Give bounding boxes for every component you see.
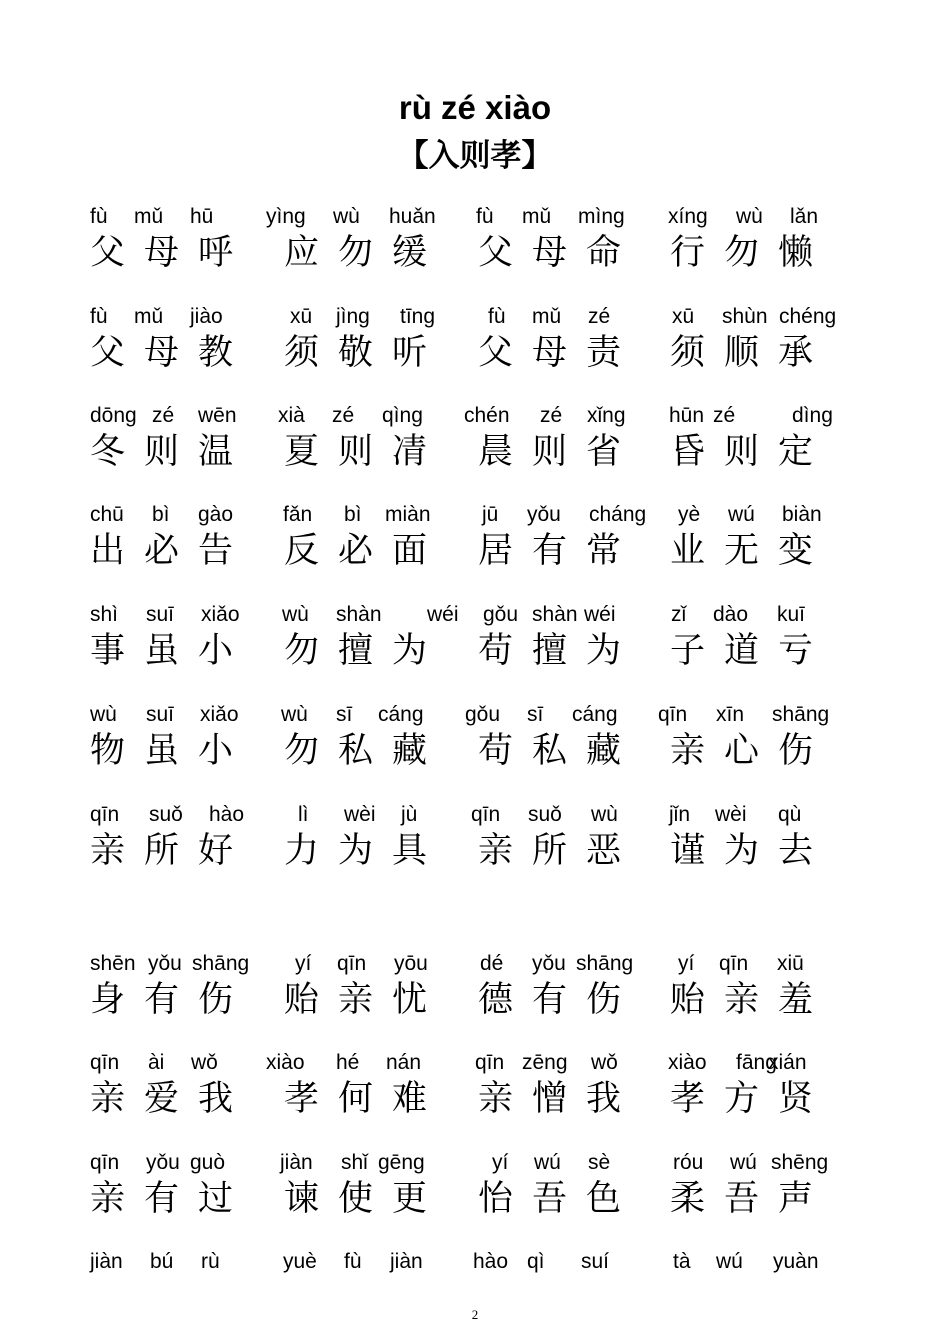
hanzi-character: 出 xyxy=(90,531,126,571)
pinyin-syllable: mǔ xyxy=(532,305,562,328)
pinyin-syllable: wèi xyxy=(715,803,747,826)
hanzi-character: 有 xyxy=(532,980,568,1020)
hanzi-character: 难 xyxy=(392,1079,428,1119)
pinyin-syllable: dìng xyxy=(792,404,833,427)
hanzi-character: 呼 xyxy=(198,233,234,273)
hanzi-character: 擅 xyxy=(532,631,568,671)
pinyin-syllable: shǐ xyxy=(341,1151,368,1174)
hanzi-character: 柔 xyxy=(670,1179,706,1219)
pinyin-syllable: zé xyxy=(152,404,175,427)
hanzi-character: 亲 xyxy=(90,831,126,871)
title-hanzi: 【入则孝】 xyxy=(397,138,553,174)
hanzi-character: 恶 xyxy=(586,831,622,871)
pinyin-syllable: wú xyxy=(730,1151,757,1174)
hanzi-character: 为 xyxy=(724,831,760,871)
pinyin-syllable: xiǎo xyxy=(201,603,240,626)
hanzi-character: 藏 xyxy=(392,731,428,771)
hanzi-character: 父 xyxy=(90,333,126,373)
hanzi-row xyxy=(90,728,890,774)
pinyin-syllable: xíng xyxy=(668,205,708,228)
pinyin-syllable: cáng xyxy=(572,703,618,726)
hanzi-character: 命 xyxy=(586,233,622,273)
pinyin-syllable: wù xyxy=(281,703,308,726)
hanzi-character: 亲 xyxy=(670,731,706,771)
pinyin-syllable: fǎn xyxy=(283,503,313,526)
hanzi-character: 顺 xyxy=(724,333,760,373)
pinyin-syllable: yìng xyxy=(266,205,306,228)
hanzi-character: 无 xyxy=(724,531,760,571)
pinyin-syllable: dōng xyxy=(90,404,137,427)
pinyin-syllable: qì xyxy=(527,1250,545,1273)
pinyin-syllable: fù xyxy=(90,305,108,328)
pinyin-syllable: jiàn xyxy=(280,1151,313,1174)
pinyin-syllable: hū xyxy=(190,205,214,228)
pinyin-syllable: jiàn xyxy=(90,1250,123,1273)
hanzi-character: 有 xyxy=(144,980,180,1020)
hanzi-character: 反 xyxy=(284,531,320,571)
pinyin-syllable: mǔ xyxy=(522,205,552,228)
hanzi-character: 昏 xyxy=(670,432,706,472)
pinyin-row xyxy=(90,1150,890,1176)
hanzi-character: 虽 xyxy=(144,631,180,671)
hanzi-character: 爱 xyxy=(144,1079,180,1119)
pinyin-row xyxy=(90,602,890,628)
hanzi-character: 父 xyxy=(478,333,514,373)
hanzi-character: 亲 xyxy=(338,980,374,1020)
pinyin-syllable: wéi xyxy=(584,603,616,626)
hanzi-character: 小 xyxy=(198,731,234,771)
hanzi-row xyxy=(90,429,890,475)
hanzi-character: 所 xyxy=(532,831,568,871)
hanzi-character: 亲 xyxy=(90,1179,126,1219)
pinyin-syllable: hào xyxy=(473,1250,509,1273)
pinyin-syllable: jiào xyxy=(190,305,223,328)
hanzi-character: 变 xyxy=(778,531,814,571)
pinyin-syllable: sī xyxy=(527,703,544,726)
hanzi-row xyxy=(90,1176,890,1222)
pinyin-row xyxy=(90,204,890,230)
pinyin-syllable: mǔ xyxy=(134,305,164,328)
hanzi-character: 母 xyxy=(532,233,568,273)
hanzi-character: 须 xyxy=(284,333,320,373)
hanzi-character: 应 xyxy=(284,233,320,273)
hanzi-character: 夏 xyxy=(284,432,320,472)
hanzi-character: 父 xyxy=(478,233,514,273)
hanzi-character: 谏 xyxy=(284,1179,320,1219)
hanzi-character: 德 xyxy=(478,980,514,1020)
hanzi-character: 身 xyxy=(90,980,126,1020)
pinyin-row xyxy=(90,802,890,828)
pinyin-syllable: guò xyxy=(190,1151,226,1174)
pinyin-syllable: cháng xyxy=(589,503,647,526)
hanzi-row xyxy=(90,828,890,874)
hanzi-character: 好 xyxy=(198,831,234,871)
pinyin-syllable: shùn xyxy=(722,305,768,328)
pinyin-syllable: qīn xyxy=(475,1051,505,1074)
hanzi-character: 懒 xyxy=(778,233,814,273)
pinyin-syllable: jiàn xyxy=(390,1250,423,1273)
hanzi-character: 亲 xyxy=(478,1079,514,1119)
pinyin-syllable: wú xyxy=(534,1151,561,1174)
pinyin-syllable: yǒu xyxy=(527,503,561,526)
pinyin-syllable: qìng xyxy=(382,404,423,427)
pinyin-syllable: yǒu xyxy=(146,1151,180,1174)
pinyin-syllable: jū xyxy=(482,503,499,526)
hanzi-character: 面 xyxy=(392,531,428,571)
hanzi-character: 色 xyxy=(586,1179,622,1219)
pinyin-syllable: tà xyxy=(673,1250,691,1273)
pinyin-syllable: wù xyxy=(333,205,360,228)
pinyin-syllable: mìng xyxy=(578,205,625,228)
hanzi-character: 听 xyxy=(392,333,428,373)
hanzi-character: 羞 xyxy=(778,980,814,1020)
hanzi-character: 子 xyxy=(670,631,706,671)
hanzi-character: 藏 xyxy=(586,731,622,771)
hanzi-character: 我 xyxy=(586,1079,622,1119)
pinyin-syllable: bì xyxy=(344,503,362,526)
hanzi-character: 使 xyxy=(338,1179,374,1219)
hanzi-row xyxy=(90,330,890,376)
hanzi-character: 责 xyxy=(586,333,622,373)
pinyin-syllable: bú xyxy=(150,1250,174,1273)
hanzi-character: 有 xyxy=(532,531,568,571)
pinyin-syllable: xiào xyxy=(266,1051,305,1074)
pinyin-syllable: huǎn xyxy=(389,205,436,228)
hanzi-character: 则 xyxy=(338,432,374,472)
pinyin-syllable: shì xyxy=(90,603,119,626)
hanzi-character: 定 xyxy=(778,432,814,472)
pinyin-syllable: shēng xyxy=(771,1151,829,1174)
hanzi-row xyxy=(90,1076,890,1122)
hanzi-character: 为 xyxy=(338,831,374,871)
hanzi-character: 伤 xyxy=(778,731,814,771)
pinyin-syllable: chén xyxy=(464,404,510,427)
hanzi-character: 亲 xyxy=(724,980,760,1020)
title-pinyin: rù zé xiào xyxy=(398,89,552,126)
hanzi-character: 事 xyxy=(90,631,126,671)
hanzi-character: 业 xyxy=(670,531,706,571)
pinyin-syllable: wǒ xyxy=(591,1051,618,1074)
hanzi-character: 孝 xyxy=(284,1079,320,1119)
pinyin-syllable: fù xyxy=(488,305,506,328)
hanzi-character: 小 xyxy=(198,631,234,671)
hanzi-character: 伤 xyxy=(586,980,622,1020)
pinyin-syllable: ài xyxy=(148,1051,165,1074)
pinyin-row xyxy=(90,951,890,977)
hanzi-character: 须 xyxy=(670,333,706,373)
pinyin-syllable: xià xyxy=(278,404,305,427)
hanzi-character: 私 xyxy=(338,731,374,771)
hanzi-character: 擅 xyxy=(338,631,374,671)
pinyin-syllable: suī xyxy=(146,603,175,626)
hanzi-character: 苟 xyxy=(478,731,514,771)
pinyin-syllable: yuè xyxy=(283,1250,317,1273)
pinyin-syllable: xiū xyxy=(777,952,804,975)
pinyin-syllable: hào xyxy=(209,803,245,826)
pinyin-row xyxy=(90,702,890,728)
hanzi-character: 父 xyxy=(90,233,126,273)
hanzi-character: 苟 xyxy=(478,631,514,671)
pinyin-syllable: jǐn xyxy=(669,803,691,826)
hanzi-character: 居 xyxy=(478,531,514,571)
hanzi-character: 亏 xyxy=(778,631,814,671)
hanzi-character: 勿 xyxy=(284,731,320,771)
pinyin-syllable: jìng xyxy=(336,305,370,328)
pinyin-syllable: shēn xyxy=(90,952,136,975)
pinyin-syllable: wù xyxy=(591,803,618,826)
pinyin-syllable: qīn xyxy=(337,952,367,975)
hanzi-character: 勿 xyxy=(724,233,760,273)
hanzi-character: 孝 xyxy=(670,1079,706,1119)
pinyin-syllable: qīn xyxy=(90,803,120,826)
pinyin-syllable: dé xyxy=(480,952,504,975)
page-number: 2 xyxy=(471,1307,479,1322)
hanzi-character: 教 xyxy=(198,333,234,373)
hanzi-character: 母 xyxy=(532,333,568,373)
pinyin-row xyxy=(90,1050,890,1076)
hanzi-character: 何 xyxy=(338,1079,374,1119)
hanzi-character: 物 xyxy=(90,731,126,771)
pinyin-syllable: qīn xyxy=(658,703,688,726)
pinyin-syllable: wù xyxy=(90,703,117,726)
pinyin-syllable: qīn xyxy=(90,1051,120,1074)
hanzi-character: 为 xyxy=(392,631,428,671)
pinyin-syllable: zǐ xyxy=(671,603,687,626)
hanzi-character: 母 xyxy=(144,333,180,373)
hanzi-character: 谨 xyxy=(670,831,706,871)
hanzi-row xyxy=(90,230,890,276)
pinyin-row xyxy=(90,1249,890,1275)
pinyin-syllable: zé xyxy=(332,404,355,427)
hanzi-character: 温 xyxy=(198,432,234,472)
pinyin-syllable: jù xyxy=(401,803,418,826)
hanzi-character: 憎 xyxy=(532,1079,568,1119)
pinyin-syllable: wú xyxy=(728,503,755,526)
pinyin-syllable: tīng xyxy=(400,305,436,328)
pinyin-syllable: gēng xyxy=(378,1151,425,1174)
pinyin-syllable: nán xyxy=(386,1051,422,1074)
hanzi-character: 勿 xyxy=(284,631,320,671)
hanzi-character: 有 xyxy=(144,1179,180,1219)
hanzi-character: 怡 xyxy=(478,1179,514,1219)
hanzi-character: 我 xyxy=(198,1079,234,1119)
hanzi-character: 母 xyxy=(144,233,180,273)
hanzi-character: 告 xyxy=(198,531,234,571)
pinyin-syllable: dào xyxy=(713,603,749,626)
pinyin-syllable: gǒu xyxy=(483,603,519,626)
pinyin-syllable: wù xyxy=(736,205,763,228)
pinyin-syllable: lǎn xyxy=(790,205,819,228)
pinyin-syllable: zé xyxy=(540,404,563,427)
pinyin-syllable: róu xyxy=(673,1151,704,1174)
pinyin-syllable: qīn xyxy=(719,952,749,975)
hanzi-character: 晨 xyxy=(478,432,514,472)
pinyin-syllable: wú xyxy=(716,1250,743,1273)
pinyin-syllable: sè xyxy=(588,1151,611,1174)
pinyin-syllable: fù xyxy=(90,205,108,228)
hanzi-character: 省 xyxy=(586,432,622,472)
pinyin-syllable: chū xyxy=(90,503,124,526)
hanzi-character: 行 xyxy=(670,233,706,273)
hanzi-character: 忧 xyxy=(392,980,428,1020)
pinyin-syllable: mǔ xyxy=(134,205,164,228)
hanzi-row xyxy=(90,628,890,674)
pinyin-syllable: yōu xyxy=(394,952,428,975)
pinyin-syllable: zé xyxy=(588,305,611,328)
hanzi-character: 则 xyxy=(144,432,180,472)
hanzi-character: 私 xyxy=(532,731,568,771)
pinyin-syllable: suǒ xyxy=(528,803,562,826)
pinyin-syllable: lì xyxy=(298,803,309,826)
pinyin-syllable: wēn xyxy=(198,404,237,427)
hanzi-character: 贤 xyxy=(778,1079,814,1119)
hanzi-character: 所 xyxy=(144,831,180,871)
hanzi-character: 必 xyxy=(338,531,374,571)
pinyin-syllable: xiào xyxy=(668,1051,707,1074)
hanzi-character: 亲 xyxy=(90,1079,126,1119)
hanzi-character: 常 xyxy=(586,531,622,571)
hanzi-character: 必 xyxy=(144,531,180,571)
pinyin-syllable: yí xyxy=(295,952,312,975)
pinyin-syllable: yí xyxy=(678,952,695,975)
hanzi-character: 冬 xyxy=(90,432,126,472)
hanzi-character: 亲 xyxy=(478,831,514,871)
pinyin-syllable: hé xyxy=(336,1051,360,1074)
pinyin-syllable: shāng xyxy=(576,952,634,975)
hanzi-character: 勿 xyxy=(338,233,374,273)
hanzi-character: 敬 xyxy=(338,333,374,373)
pinyin-syllable: bì xyxy=(152,503,170,526)
hanzi-character: 则 xyxy=(532,432,568,472)
hanzi-character: 承 xyxy=(778,333,814,373)
pinyin-syllable: yǒu xyxy=(532,952,566,975)
pinyin-syllable: suī xyxy=(146,703,175,726)
pinyin-syllable: zēng xyxy=(522,1051,568,1074)
pinyin-syllable: suí xyxy=(581,1250,610,1273)
pinyin-syllable: xīn xyxy=(716,703,745,726)
pinyin-syllable: gǒu xyxy=(465,703,501,726)
pinyin-syllable: chéng xyxy=(779,305,837,328)
pinyin-syllable: qīn xyxy=(471,803,501,826)
hanzi-character: 过 xyxy=(198,1179,234,1219)
pinyin-syllable: wèi xyxy=(344,803,376,826)
hanzi-character: 吾 xyxy=(724,1179,760,1219)
hanzi-character: 心 xyxy=(724,731,760,771)
hanzi-character: 虽 xyxy=(144,731,180,771)
pinyin-syllable: xián xyxy=(768,1051,807,1074)
pinyin-syllable: fāng xyxy=(736,1051,777,1074)
hanzi-character: 贻 xyxy=(670,980,706,1020)
hanzi-character: 具 xyxy=(392,831,428,871)
pinyin-row xyxy=(90,403,890,429)
hanzi-character: 伤 xyxy=(198,980,234,1020)
pinyin-syllable: shàn xyxy=(336,603,382,626)
pinyin-syllable: wǒ xyxy=(191,1051,218,1074)
hanzi-character: 为 xyxy=(586,631,622,671)
pinyin-syllable: zé xyxy=(713,404,736,427)
pinyin-syllable: wéi xyxy=(427,603,459,626)
pinyin-syllable: shāng xyxy=(192,952,250,975)
hanzi-character: 则 xyxy=(724,432,760,472)
pinyin-syllable: fù xyxy=(476,205,494,228)
pinyin-syllable: xiǎo xyxy=(200,703,239,726)
hanzi-character: 道 xyxy=(724,631,760,671)
pinyin-syllable: yǒu xyxy=(148,952,182,975)
hanzi-character: 去 xyxy=(778,831,814,871)
pinyin-syllable: miàn xyxy=(385,503,431,526)
pinyin-syllable: yuàn xyxy=(773,1250,819,1273)
pinyin-syllable: fù xyxy=(344,1250,362,1273)
pinyin-syllable: yí xyxy=(492,1151,509,1174)
pinyin-syllable: biàn xyxy=(782,503,822,526)
pinyin-row xyxy=(90,502,890,528)
pinyin-syllable: xū xyxy=(672,305,695,328)
pinyin-syllable: rù xyxy=(201,1250,220,1273)
hanzi-row xyxy=(90,977,890,1023)
pinyin-syllable: hūn xyxy=(669,404,705,427)
pinyin-syllable: xū xyxy=(290,305,313,328)
pinyin-syllable: sī xyxy=(336,703,353,726)
pinyin-syllable: xǐng xyxy=(587,404,626,427)
pinyin-row xyxy=(90,304,890,330)
pinyin-syllable: shàn xyxy=(532,603,578,626)
pinyin-syllable: gào xyxy=(198,503,234,526)
pinyin-syllable: qīn xyxy=(90,1151,120,1174)
hanzi-character: 缓 xyxy=(392,233,428,273)
pinyin-syllable: suǒ xyxy=(149,803,183,826)
pinyin-syllable: qù xyxy=(778,803,802,826)
pinyin-syllable: yè xyxy=(678,503,701,526)
pinyin-syllable: wù xyxy=(282,603,309,626)
pinyin-syllable: shāng xyxy=(772,703,830,726)
hanzi-character: 更 xyxy=(392,1179,428,1219)
hanzi-character: 吾 xyxy=(532,1179,568,1219)
pinyin-syllable: cáng xyxy=(378,703,424,726)
hanzi-character: 凊 xyxy=(392,432,428,472)
hanzi-row xyxy=(90,528,890,574)
hanzi-character: 力 xyxy=(284,831,320,871)
hanzi-character: 方 xyxy=(724,1079,760,1119)
hanzi-character: 声 xyxy=(778,1179,814,1219)
pinyin-syllable: kuī xyxy=(777,603,806,626)
hanzi-character: 贻 xyxy=(284,980,320,1020)
